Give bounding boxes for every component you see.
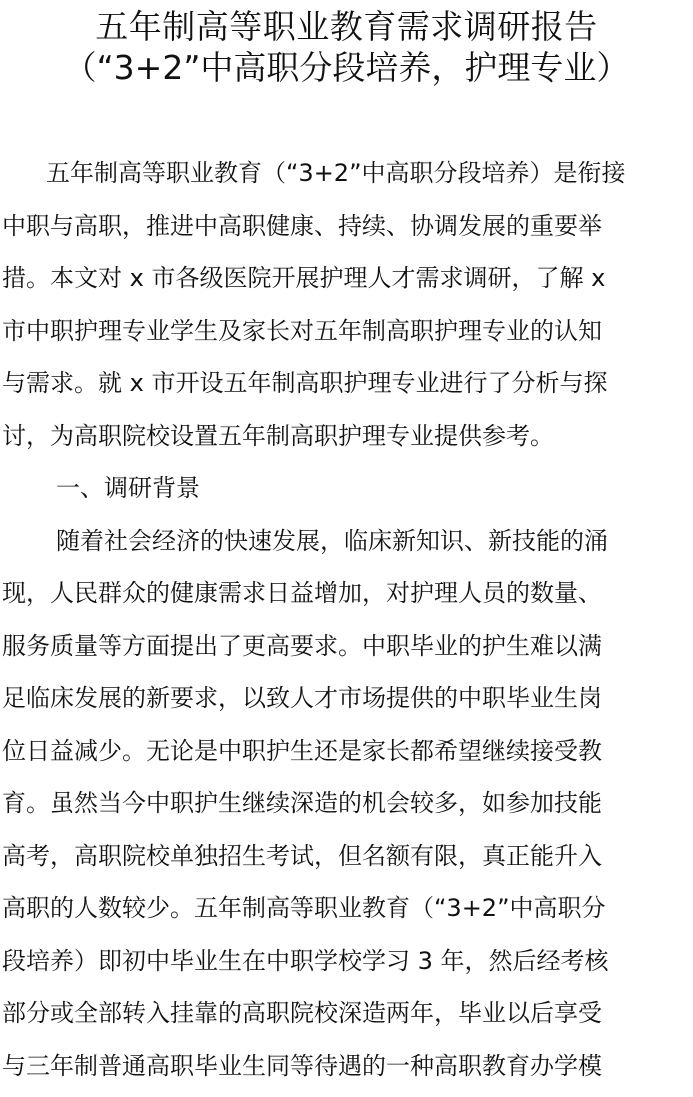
paragraph-line: 高职的人数较少。五年制高等职业教育（“3+2”中高职分: [2, 894, 606, 922]
document-subtitle: （“3+2”中高职分段培养，护理专业）: [63, 48, 630, 87]
paragraph-line: 中职与高职，推进中高职健康、持续、协调发展的重要举: [2, 211, 602, 240]
paragraph-line: 足临床发展的新要求，以致人才市场提供的中职毕业生岗: [2, 684, 602, 712]
intro-paragraph: [2, 147, 692, 462]
paragraph-line: 段培养）即初中毕业生在中职学校学习 3 年，然后经考核: [2, 946, 609, 975]
section-heading: 一、调研背景: [56, 474, 200, 502]
paragraph-line: 服务质量等方面提出了更高要求。中职毕业的护生难以满: [2, 631, 602, 660]
paragraph-line: 高考，高职院校单独招生考试，但名额有限，真正能升入: [2, 841, 602, 870]
paragraph-line: 讨，为高职院校设置五年制高职护理专业提供参考。: [2, 421, 554, 450]
paragraph-line: 育。虽然当今中职护生继续深造的机会较多，如参加技能: [2, 789, 602, 817]
paragraph-line: 五年制高等职业教育（“3+2”中高职分段培养）是衔接: [46, 159, 626, 187]
document-title: 五年制高等职业教育需求调研报告: [95, 7, 598, 46]
title-block: [0, 6, 693, 88]
paragraph-line: 与三年制普通高职毕业生同等待遇的一种高职教育办学模: [2, 1051, 602, 1080]
paragraph-line: 现，人民群众的健康需求日益增加，对护理人员的数量、: [2, 579, 602, 607]
paragraph-line: 部分或全部转入挂靠的高职院校深造两年，毕业以后享受: [2, 999, 602, 1027]
document-body: [2, 147, 692, 1092]
paragraph-line: 市中职护理专业学生及家长对五年制高职护理专业的认知: [2, 316, 602, 345]
paragraph-line: 随着社会经济的快速发展，临床新知识、新技能的涌: [56, 526, 608, 555]
paragraph-line: 位日益减少。无论是中职护生还是家长都希望继续接受教: [2, 736, 602, 765]
paragraph-line: 与需求。就 x 市开设五年制高职护理专业进行了分析与探: [2, 369, 608, 397]
section-paragraph: [2, 515, 692, 1093]
paragraph-line: 措。本文对 x 市各级医院开展护理人才需求调研，了解 x: [2, 264, 606, 292]
